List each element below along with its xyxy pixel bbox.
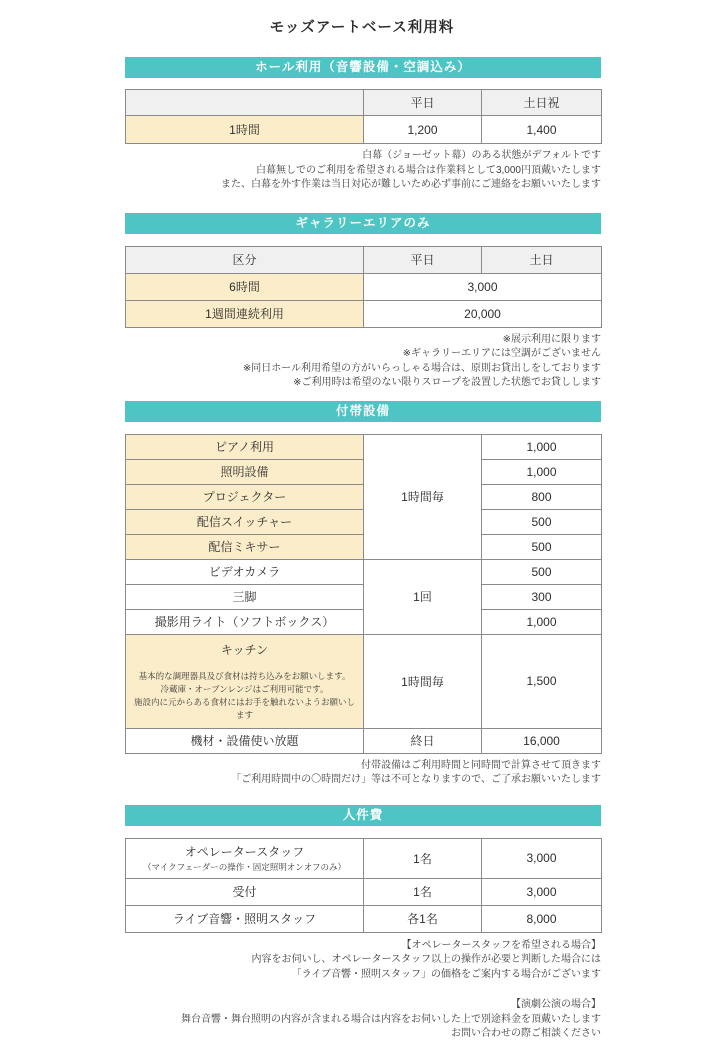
section-header-staff: 人件費	[125, 805, 601, 826]
price-cell: 1,400	[482, 116, 602, 144]
hall-price-table	[125, 89, 602, 144]
price-cell: 1,500	[482, 634, 602, 728]
price-cell: 300	[482, 584, 602, 609]
row-label: 1時間	[126, 116, 364, 144]
table-row	[126, 878, 602, 905]
note-line: 内容をお伺いし、オペレータースタッフ以上の操作が必要と判断した場合には	[251, 954, 601, 965]
row-label: ピアノ利用	[126, 434, 364, 459]
table-row	[126, 905, 602, 932]
price-cell: 1,000	[482, 434, 602, 459]
note-block-theater	[125, 998, 601, 1042]
unit-cell: 1回	[364, 559, 482, 634]
note-block-title: 【演劇公演の場合】	[511, 999, 601, 1010]
price-cell: 1,000	[482, 459, 602, 484]
note-block-title: 【オペレータースタッフを希望される場合】	[401, 939, 601, 951]
equipment-notes	[125, 759, 601, 788]
price-cell: 500	[482, 509, 602, 534]
table-row-kitchen	[126, 634, 602, 728]
row-label: 機材・設備使い放題	[126, 728, 364, 753]
column-header-weekday: 平日	[364, 90, 482, 116]
table-row	[126, 116, 602, 144]
row-label: 受付	[126, 878, 364, 905]
note-line: ※ギャラリーエリアには空調がございません	[402, 348, 601, 359]
gallery-notes	[125, 333, 601, 391]
price-cell: 20,000	[364, 300, 602, 327]
count-cell: 各1名	[364, 905, 482, 932]
row-label: 配信スイッチャー	[126, 509, 364, 534]
price-cell: 1,200	[364, 116, 482, 144]
note-line: 白幕（ジョーゼット幕）のある状態がデフォルトです	[362, 150, 601, 161]
row-label: ライブ音響・照明スタッフ	[126, 905, 364, 932]
gallery-price-table	[125, 246, 602, 328]
table-header-row	[126, 90, 602, 116]
row-label: プロジェクター	[126, 484, 364, 509]
price-cell: 3,000	[482, 878, 602, 905]
staff-label: オペレータースタッフ	[184, 845, 305, 859]
row-label-kitchen	[126, 634, 364, 728]
table-row	[126, 300, 602, 327]
row-label-operator	[126, 838, 364, 878]
column-header-weekend: 土日祝	[482, 90, 602, 116]
equipment-price-table	[125, 434, 602, 754]
note-line: 「ライブ音響・照明スタッフ」の価格をご案内する場合がございます	[291, 968, 601, 980]
kitchen-label: キッチン	[220, 642, 269, 657]
price-sheet-page	[0, 16, 724, 1040]
table-row	[126, 273, 602, 300]
price-cell: 1,000	[482, 609, 602, 634]
price-cell: 500	[482, 534, 602, 559]
row-label: 6時間	[126, 273, 364, 300]
section-header-equipment: 付帯設備	[125, 401, 601, 422]
unit-cell: 1時間毎	[364, 434, 482, 559]
count-cell: 1名	[364, 838, 482, 878]
column-header-weekday: 平日	[364, 246, 482, 273]
staff-notes	[125, 939, 601, 1042]
count-cell: 1名	[364, 878, 482, 905]
row-label: ビデオカメラ	[126, 559, 364, 584]
row-label: 撮影用ライト（ソフトボックス）	[126, 609, 364, 634]
section-header-hall: ホール利用（音響設備・空調込み）	[125, 57, 601, 78]
note-line: 付帯設備はご利用時間と同時間で計算させて頂きます	[361, 759, 601, 771]
table-row	[126, 434, 602, 459]
note-line: ※同日ホール利用希望の方がいらっしゃる場合は、原則お貸出しをしております	[242, 362, 601, 374]
note-block-operator	[125, 939, 601, 983]
column-header-empty	[126, 90, 364, 116]
column-header-category: 区分	[126, 246, 364, 273]
staff-price-table	[125, 838, 602, 933]
table-row	[126, 728, 602, 753]
page-title: モッズアートベース利用料	[269, 20, 455, 36]
price-cell: 3,000	[364, 273, 602, 300]
price-cell: 500	[482, 559, 602, 584]
price-cell: 8,000	[482, 905, 602, 932]
row-label: 三脚	[126, 584, 364, 609]
table-row	[126, 559, 602, 584]
price-cell: 800	[482, 484, 602, 509]
content-column	[125, 57, 601, 1042]
note-line: お問い合わせの際ご相談ください	[451, 1028, 601, 1039]
note-line: 白幕無しでのご利用を希望される場合は作業料として3,000円頂戴いたします	[255, 164, 601, 176]
unit-cell: 1時間毎	[364, 634, 482, 728]
staff-label-sub: （マイクフェーダーの操作・固定照明オンオフのみ）	[143, 862, 346, 872]
table-row	[126, 838, 602, 878]
price-cell: 16,000	[482, 728, 602, 753]
kitchen-note-line: 基本的な調理器具及び食材は持ち込みをお願いします。	[138, 670, 351, 681]
note-line: ※ご利用時は希望のない限りスロープを設置した状態でお貸しします	[293, 377, 601, 388]
note-line: 舞台音響・舞台照明の内容が含まれる場合は内容をお伺いした上で別途料金を頂戴いたします	[181, 1013, 601, 1025]
kitchen-note-line: 冷蔵庫・オーブンレンジはご利用可能です。	[160, 683, 329, 694]
hall-notes	[125, 149, 601, 193]
row-label: 照明設備	[126, 459, 364, 484]
note-line: また、白幕を外す作業は当日対応が難しいため必ず事前にご連絡をお願いいたします	[221, 179, 601, 190]
note-line: ※展示利用に限ります	[502, 333, 601, 345]
row-label: 配信ミキサー	[126, 534, 364, 559]
note-line: 「ご利用時間中の〇時間だけ」等は不可となりますので、ご了承お願いいたします	[231, 774, 601, 785]
price-cell: 3,000	[482, 838, 602, 878]
column-header-weekend: 土日	[482, 246, 602, 273]
table-header-row	[126, 246, 602, 273]
section-header-gallery: ギャラリーエリアのみ	[125, 213, 601, 234]
kitchen-note-line: 施設内に元からある食材にはお手を触れないようお願いします	[134, 696, 356, 720]
unit-cell: 終日	[364, 728, 482, 753]
row-label: 1週間連続利用	[126, 300, 364, 327]
